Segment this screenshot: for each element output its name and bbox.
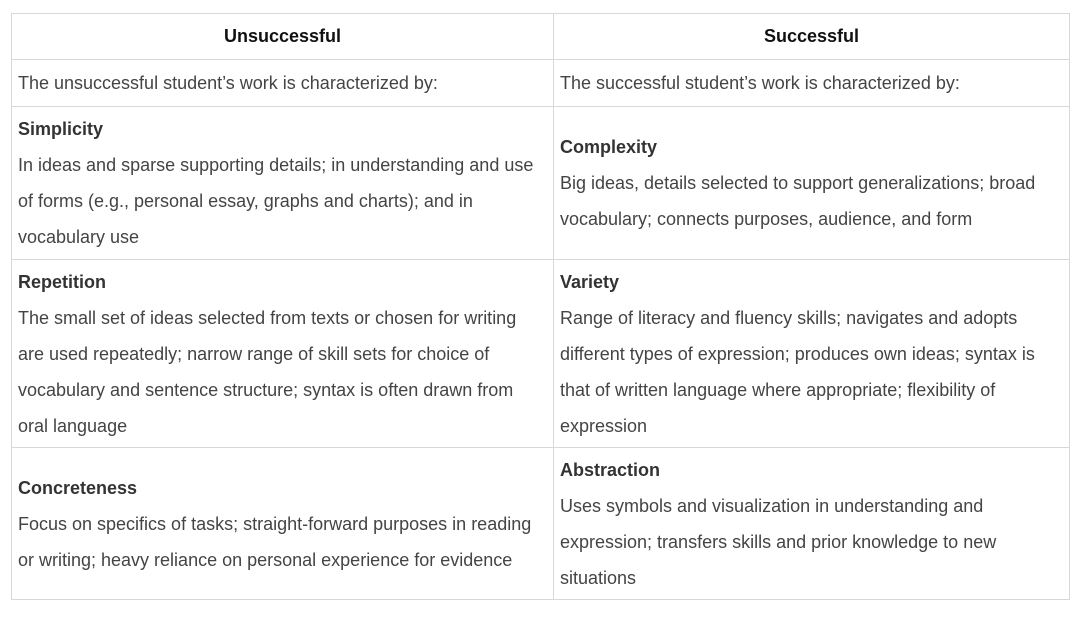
intro-unsuccessful: The unsuccessful student’s work is characterized by: — [12, 60, 554, 107]
trait-term: Concreteness — [18, 477, 138, 498]
comparison-table-container — [11, 13, 1069, 600]
header-successful: Successful — [554, 14, 1070, 60]
trait-description: The small set of ideas selected from texts or chosen for writing are used repeatedly; narrow range of skill sets for choice of vocabulary and sentence structure; syntax is often drawn from oral language — [18, 307, 517, 436]
table-row — [12, 260, 1070, 448]
comparison-table — [11, 13, 1070, 600]
table-row — [12, 448, 1070, 600]
trait-term: Simplicity — [18, 119, 104, 139]
trait-description: Focus on specifics of tasks; straight-forward purposes in reading or writing; heavy reliance on personal experience for evidence — [18, 513, 532, 570]
cell-unsuccessful — [12, 260, 554, 448]
cell-unsuccessful — [12, 107, 554, 260]
trait-term: Variety — [560, 271, 620, 292]
trait-term: Repetition — [18, 271, 106, 292]
trait-description: Big ideas, details selected to support generalizations; broad vocabulary; connects purposes, audience, and form — [560, 173, 1036, 229]
header-unsuccessful: Unsuccessful — [12, 14, 554, 60]
trait-description: Uses symbols and visualization in understanding and expression; transfers skills and prior knowledge to new situations — [560, 495, 997, 588]
header-row — [12, 14, 1070, 60]
cell-successful — [554, 107, 1070, 260]
trait-term: Abstraction — [560, 459, 661, 480]
trait-description: Range of literacy and fluency skills; navigates and adopts different types of expression; produces own ideas; syntax is that of written language where appropriate; flexibility of expression — [560, 307, 1035, 436]
cell-successful — [554, 260, 1070, 448]
cell-unsuccessful — [12, 448, 554, 600]
trait-description: In ideas and sparse supporting details; in understanding and use of forms (e.g., personal essay, graphs and charts); and in vocabulary use — [18, 155, 534, 247]
cell-successful — [554, 448, 1070, 600]
intro-row — [12, 60, 1070, 107]
intro-successful: The successful student’s work is characterized by: — [554, 60, 1070, 107]
trait-term: Complexity — [560, 137, 658, 157]
table-row — [12, 107, 1070, 260]
